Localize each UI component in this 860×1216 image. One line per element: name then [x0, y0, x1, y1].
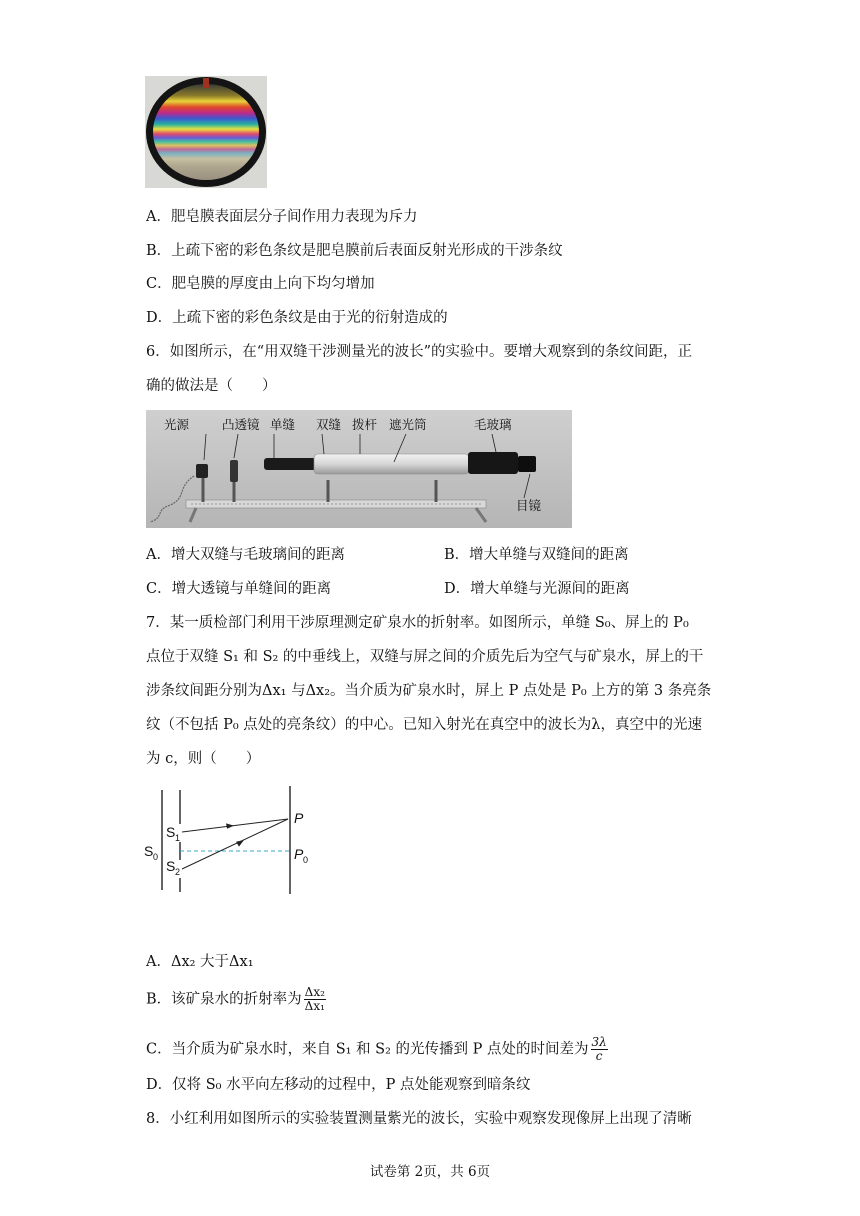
q6-option-c: C．增大透镜与单缝间的距离 [146, 581, 332, 597]
q6-stem-line2: 确的做法是（ ） [146, 378, 277, 394]
q6-stem-line1: 6．如图所示，在“用双缝干涉测量光的波长”的实验中。要增大观察到的条纹间距，正 [146, 344, 693, 360]
soap-film-photo [145, 76, 267, 188]
label-s0: S [144, 843, 154, 859]
q8-stem-line1: 8．小红利用如图所示的实验装置测量紫光的波长，实验中观察发现像屏上出现了清晰 [146, 1111, 692, 1127]
label-p0: P [294, 846, 304, 862]
label-convex-lens: 凸透镜 [222, 418, 260, 432]
q7-option-b-text: B．该矿泉水的折射率为 [146, 991, 302, 1008]
q5-option-d: D．上疏下密的彩色条纹是由于光的衍射造成的 [146, 310, 448, 326]
q7-option-b [146, 986, 326, 1013]
page-footer: 试卷第 2页，共 6页 [369, 1164, 491, 1180]
label-light-source: 光源 [164, 418, 190, 432]
q7-stem-line4: 纹（不包括 P₀ 点处的亮条纹）的中心。已知入射光在真空中的波长为λ，真空中的光速 [146, 717, 702, 733]
label-p0-sub: 0 [303, 855, 309, 865]
label-double-slit: 双缝 [316, 418, 342, 432]
q5-option-b: B．上疏下密的彩色条纹是肥皂膜前后表面反射光形成的干涉条纹 [146, 243, 563, 259]
label-frosted-glass: 毛玻璃 [474, 418, 512, 432]
fraction-time-difference [591, 1036, 608, 1063]
q7-option-a: A．Δx₂ 大于Δx₁ [146, 954, 254, 970]
label-single-slit: 单缝 [270, 418, 296, 432]
q7-option-c-text: C．当介质为矿泉水时，来自 S₁ 和 S₂ 的光传播到 P 点处的时间差为 [146, 1041, 589, 1058]
fraction-denominator: c [595, 1049, 603, 1063]
q7-stem-line2: 点位于双缝 S₁ 和 S₂ 的中垂线上，双缝与屏之间的介质先后为空气与矿泉水，屏上的干 [146, 649, 704, 665]
q7-option-c [146, 1036, 608, 1063]
q6-option-b: B．增大单缝与双缝间的距离 [444, 547, 629, 563]
q5-option-c: C．肥皂膜的厚度由上向下均匀增加 [146, 276, 375, 292]
q6-option-a: A．增大双缝与毛玻璃间的距离 [146, 547, 345, 563]
fraction-numerator: 3λ [591, 1035, 607, 1049]
label-s2-sub: 2 [175, 867, 181, 877]
q7-stem-line5: 为 c，则（ ） [146, 751, 261, 767]
q7-option-d: D．仅将 S₀ 水平向左移动的过程中，P 点处能观察到暗条纹 [146, 1077, 531, 1093]
fraction-denominator: Δx₁ [304, 999, 325, 1013]
label-p: P [294, 810, 304, 826]
double-slit-apparatus-photo [146, 410, 572, 528]
fraction-refractive-index [304, 986, 326, 1013]
label-s0-sub: 0 [153, 852, 159, 862]
fraction-numerator: Δx₂ [304, 985, 325, 999]
label-s2: S [166, 858, 176, 874]
q7-stem-line1: 7．某一质检部门利用干涉原理测定矿泉水的折射率。如图所示，单缝 S₀、屏上的 P₀ [146, 615, 689, 631]
label-shade-tube: 遮光筒 [389, 418, 427, 432]
label-s1: S [166, 824, 176, 840]
label-lever: 拨杆 [352, 418, 378, 432]
q7-stem-line3: 涉条纹间距分别为Δx₁ 与Δx₂。当介质为矿泉水时，屏上 P 点处是 P₀ 上方的第 3 条亮条 [146, 683, 712, 699]
q5-option-a: A．肥皂膜表面层分子间作用力表现为斥力 [146, 209, 418, 225]
double-slit-diagram [140, 782, 320, 900]
label-eyepiece: 目镜 [516, 499, 542, 513]
q6-option-d: D．增大单缝与光源间的距离 [444, 581, 630, 597]
label-s1-sub: 1 [175, 833, 181, 843]
